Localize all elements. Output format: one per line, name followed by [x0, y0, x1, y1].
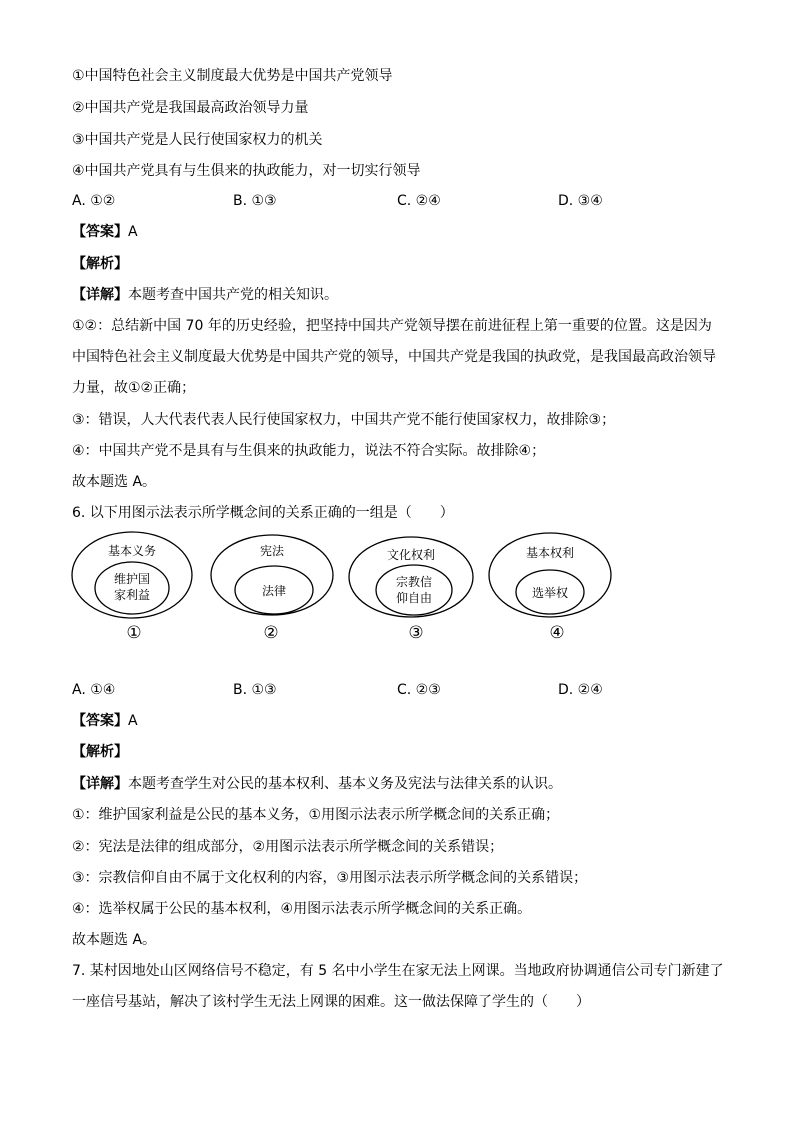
q6-explain-line: ③：宗教信仰自由不属于文化权利的内容，③用图示法表示所学概念间的关系错误；: [72, 870, 588, 886]
q5-explain-line: ①②：总结新中国 70 年的历史经验，把坚持中国共产党领导摆在前进征程上第一重要的位置。这是因为: [72, 318, 712, 334]
q6-option-b: B. ①③: [233, 682, 277, 698]
q5-item-3: ③中国共产党是人民行使国家权力的机关: [72, 132, 323, 148]
q6-option-c: C. ②③: [397, 682, 441, 698]
q5-item-4: ④中国共产党具有与生俱来的执政能力，对一切实行领导: [72, 163, 421, 179]
answer-tag: 【答案】: [72, 713, 128, 729]
inner-label-line2: 家利益: [113, 588, 151, 602]
q5-option-b: B. ①③: [233, 193, 277, 209]
q7-stem-line1: 7. 某村因地处山区网络信号不稳定，有 5 名中小学生在家无法上网课。当地政府协调通信公司专门新建了: [72, 963, 724, 979]
answer-value: A: [128, 713, 138, 729]
diagram-number: ③: [408, 623, 424, 643]
q5-explain-line: ③：错误，人大代表代表人民行使国家权力，中国共产党不能行使国家权力，故排除③；: [72, 412, 616, 428]
q6-explain-line: ①：维护国家利益是公民的基本义务，①用图示法表示所学概念间的关系正确；: [72, 807, 560, 823]
inner-circle: [376, 565, 452, 615]
q5-conclusion: 故本题选 A。: [72, 474, 157, 490]
q6-explain-line: ④：选举权属于公民的基本权利，④用图示法表示所学概念间的关系正确。: [72, 901, 532, 917]
q5-explain-line: 中国特色社会主义制度最大优势是中国共产党的领导，中国共产党是我国的执政党，是我国最高政治领导: [72, 349, 716, 365]
q5-item-2: ②中国共产党是我国最高政治领导力量: [72, 100, 309, 116]
detail-text: 本题考查中国共产党的相关知识。: [128, 287, 338, 303]
q5-detail: [72, 285, 338, 305]
detail-tag: 【详解】: [72, 776, 128, 792]
outer-label: 宪法: [259, 544, 285, 558]
q6-conclusion: 故本题选 A。: [72, 932, 157, 948]
diagram-4: [489, 533, 611, 643]
outer-label: 基本权利: [525, 546, 575, 560]
q6-explain-line: ②：宪法是法律的组成部分，②用图示法表示所学概念间的关系错误；: [72, 839, 504, 855]
venn-diagrams: [68, 530, 628, 650]
q6-detail: [72, 774, 562, 794]
inner-label-line1: 维护国: [113, 572, 151, 586]
q6-answer: [72, 711, 138, 731]
q6-analysis-tag: 【解析】: [72, 744, 128, 760]
q5-answer: [72, 222, 138, 242]
q6-option-d: D. ②④: [558, 682, 603, 698]
detail-text: 本题考查学生对公民的基本权利、基本义务及宪法与法律关系的认识。: [128, 776, 562, 792]
q5-analysis-tag: 【解析】: [72, 256, 128, 272]
answer-tag: 【答案】: [72, 224, 128, 240]
diagram-1: [72, 532, 192, 643]
outer-label: 文化权利: [386, 548, 436, 562]
diagram-number: ①: [126, 623, 142, 643]
q7-stem-line2: 一座信号基站，解决了该村学生无法上网课的困难。这一做法保障了学生的（ ）: [72, 994, 590, 1010]
inner-label-line2: 仰自由: [395, 591, 433, 605]
inner-label-line1: 宗教信: [395, 575, 433, 589]
q5-item-1: ①中国特色社会主义制度最大优势是中国共产党领导: [72, 68, 393, 84]
inner-label-line1: 选举权: [531, 586, 569, 600]
diagram-2: [211, 535, 333, 643]
outer-label: 基本义务: [107, 544, 157, 558]
diagram-number: ②: [263, 623, 279, 643]
inner-label-line1: 法律: [261, 584, 287, 598]
q6-stem: 6. 以下用图示法表示所学概念间的关系正确的一组是（ ）: [72, 505, 454, 521]
q5-explain-line: ④：中国共产党不是具有与生俱来的执政能力，说法不符合实际。故排除④；: [72, 443, 546, 459]
detail-tag: 【详解】: [72, 287, 128, 303]
answer-value: A: [128, 224, 138, 240]
q5-explain-line: 力量，故①②正确；: [72, 380, 196, 396]
q6-option-a: A. ①④: [72, 682, 116, 698]
q5-option-d: D. ③④: [558, 193, 603, 209]
q5-option-c: C. ②④: [397, 193, 441, 209]
diagram-3: [349, 537, 473, 643]
q5-option-a: A. ①②: [72, 193, 116, 209]
diagram-number: ④: [549, 623, 565, 643]
